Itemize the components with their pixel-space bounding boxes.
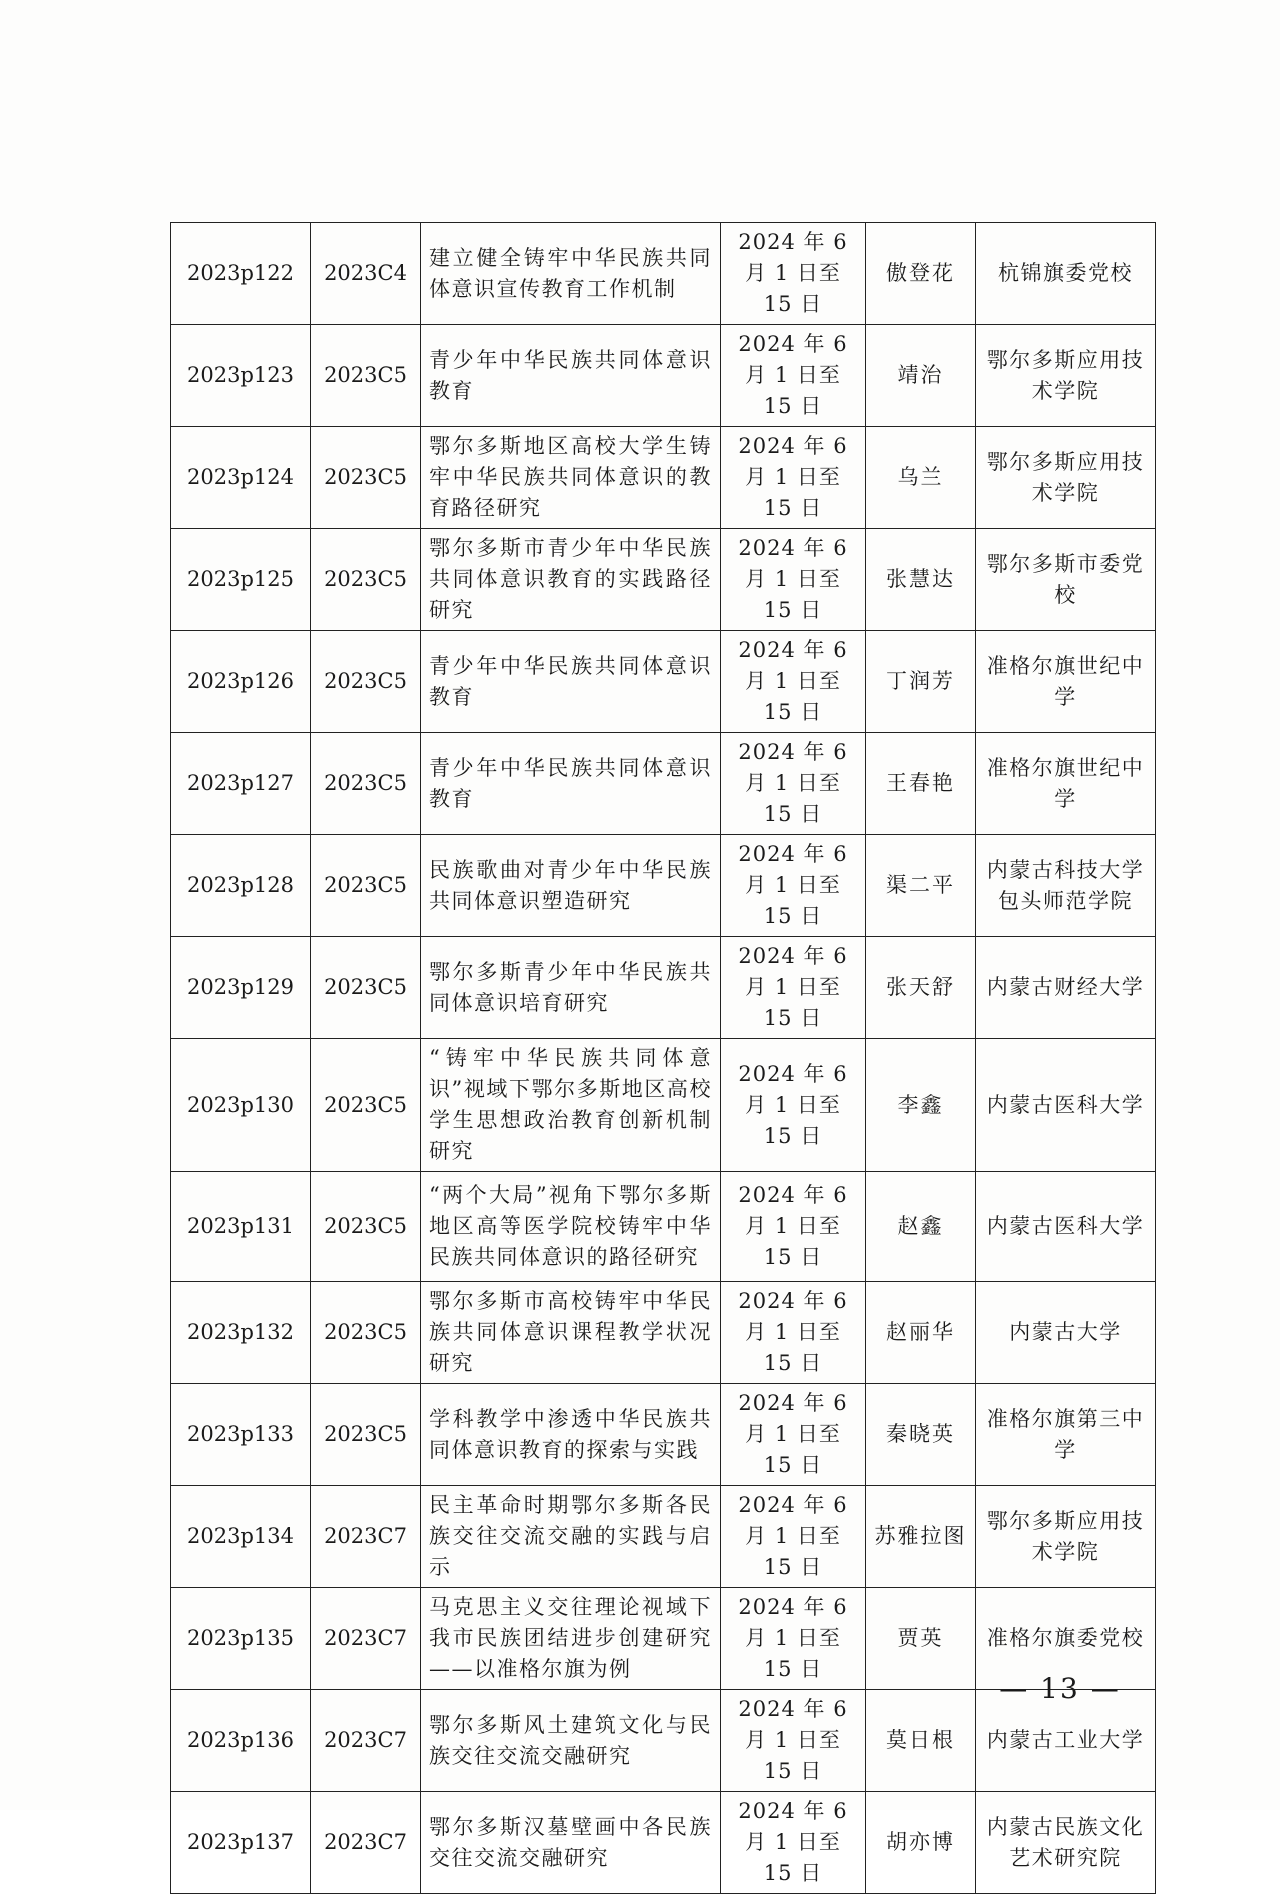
organization-cell: 内蒙古民族文化艺术研究院: [976, 1792, 1156, 1894]
person-name-cell: 丁润芳: [866, 631, 976, 733]
person-name-cell: 张天舒: [866, 937, 976, 1039]
person-name-cell: 赵丽华: [866, 1282, 976, 1384]
project-title-cell: 马克思主义交往理论视域下我市民族团结进步创建研究——以准格尔旗为例: [421, 1588, 721, 1690]
project-title-cell: 学科教学中渗透中华民族共同体意识教育的探索与实践: [421, 1384, 721, 1486]
table-row: [171, 1172, 1156, 1282]
schedule-cell: 2024 年 6 月 1 日至 15 日: [721, 1792, 866, 1894]
project-title-cell: 鄂尔多斯地区高校大学生铸牢中华民族共同体意识的教育路径研究: [421, 427, 721, 529]
table-row: [171, 1282, 1156, 1384]
person-name-cell: 莫日根: [866, 1690, 976, 1792]
organization-cell: 内蒙古医科大学: [976, 1172, 1156, 1282]
table-row: [171, 529, 1156, 631]
organization-cell: 杭锦旗委党校: [976, 223, 1156, 325]
schedule-cell: 2024 年 6 月 1 日至 15 日: [721, 1486, 866, 1588]
organization-cell: 准格尔旗世纪中学: [976, 631, 1156, 733]
schedule-cell: 2024 年 6 月 1 日至 15 日: [721, 835, 866, 937]
category-code-cell: 2023C5: [311, 733, 421, 835]
schedule-cell: 2024 年 6 月 1 日至 15 日: [721, 427, 866, 529]
project-id-cell: 2023p122: [171, 223, 311, 325]
schedule-cell: 2024 年 6 月 1 日至 15 日: [721, 1588, 866, 1690]
organization-cell: 内蒙古工业大学: [976, 1690, 1156, 1792]
project-title-cell: 鄂尔多斯汉墓壁画中各民族交往交流交融研究: [421, 1792, 721, 1894]
organization-cell: 鄂尔多斯应用技术学院: [976, 1486, 1156, 1588]
category-code-cell: 2023C5: [311, 325, 421, 427]
category-code-cell: 2023C7: [311, 1690, 421, 1792]
project-id-cell: 2023p134: [171, 1486, 311, 1588]
project-title-cell: 鄂尔多斯市高校铸牢中华民族共同体意识课程教学状况研究: [421, 1282, 721, 1384]
category-code-cell: 2023C5: [311, 1172, 421, 1282]
project-id-cell: 2023p131: [171, 1172, 311, 1282]
organization-cell: 内蒙古大学: [976, 1282, 1156, 1384]
organization-cell: 鄂尔多斯应用技术学院: [976, 427, 1156, 529]
person-name-cell: 赵鑫: [866, 1172, 976, 1282]
project-id-cell: 2023p125: [171, 529, 311, 631]
table-row: [171, 733, 1156, 835]
project-title-cell: 青少年中华民族共同体意识教育: [421, 733, 721, 835]
table-row: [171, 835, 1156, 937]
person-name-cell: 乌兰: [866, 427, 976, 529]
category-code-cell: 2023C5: [311, 1282, 421, 1384]
page-number: — 13 —: [999, 1672, 1121, 1705]
schedule-cell: 2024 年 6 月 1 日至 15 日: [721, 1282, 866, 1384]
table-row: [171, 631, 1156, 733]
organization-cell: 准格尔旗第三中学: [976, 1384, 1156, 1486]
category-code-cell: 2023C7: [311, 1486, 421, 1588]
project-table-body: [171, 223, 1156, 1894]
schedule-cell: 2024 年 6 月 1 日至 15 日: [721, 1384, 866, 1486]
category-code-cell: 2023C5: [311, 835, 421, 937]
project-id-cell: 2023p130: [171, 1039, 311, 1172]
project-id-cell: 2023p137: [171, 1792, 311, 1894]
schedule-cell: 2024 年 6 月 1 日至 15 日: [721, 1690, 866, 1792]
person-name-cell: 张慧达: [866, 529, 976, 631]
organization-cell: 内蒙古科技大学包头师范学院: [976, 835, 1156, 937]
schedule-cell: 2024 年 6 月 1 日至 15 日: [721, 325, 866, 427]
person-name-cell: 王春艳: [866, 733, 976, 835]
category-code-cell: 2023C5: [311, 1384, 421, 1486]
organization-cell: 准格尔旗委党校: [976, 1588, 1156, 1690]
table-row: [171, 325, 1156, 427]
table-row: [171, 1486, 1156, 1588]
person-name-cell: 李鑫: [866, 1039, 976, 1172]
project-id-cell: 2023p128: [171, 835, 311, 937]
project-title-cell: 鄂尔多斯风土建筑文化与民族交往交流交融研究: [421, 1690, 721, 1792]
person-name-cell: 渠二平: [866, 835, 976, 937]
organization-cell: 内蒙古财经大学: [976, 937, 1156, 1039]
table-row: [171, 1384, 1156, 1486]
project-id-cell: 2023p123: [171, 325, 311, 427]
project-id-cell: 2023p132: [171, 1282, 311, 1384]
person-name-cell: 胡亦博: [866, 1792, 976, 1894]
project-id-cell: 2023p129: [171, 937, 311, 1039]
schedule-cell: 2024 年 6 月 1 日至 15 日: [721, 1172, 866, 1282]
table-row: [171, 223, 1156, 325]
person-name-cell: 贾英: [866, 1588, 976, 1690]
category-code-cell: 2023C7: [311, 1588, 421, 1690]
schedule-cell: 2024 年 6 月 1 日至 15 日: [721, 631, 866, 733]
organization-cell: 内蒙古医科大学: [976, 1039, 1156, 1172]
category-code-cell: 2023C5: [311, 427, 421, 529]
category-code-cell: 2023C5: [311, 937, 421, 1039]
project-id-cell: 2023p127: [171, 733, 311, 835]
category-code-cell: 2023C5: [311, 1039, 421, 1172]
schedule-cell: 2024 年 6 月 1 日至 15 日: [721, 529, 866, 631]
category-code-cell: 2023C7: [311, 1792, 421, 1894]
project-id-cell: 2023p133: [171, 1384, 311, 1486]
category-code-cell: 2023C4: [311, 223, 421, 325]
table-row: [171, 1039, 1156, 1172]
project-id-cell: 2023p124: [171, 427, 311, 529]
project-title-cell: “两个大局”视角下鄂尔多斯地区高等医学院校铸牢中华民族共同体意识的路径研究: [421, 1172, 721, 1282]
schedule-cell: 2024 年 6 月 1 日至 15 日: [721, 733, 866, 835]
person-name-cell: 秦晓英: [866, 1384, 976, 1486]
project-title-cell: 青少年中华民族共同体意识教育: [421, 631, 721, 733]
table-row: [171, 427, 1156, 529]
person-name-cell: 靖治: [866, 325, 976, 427]
project-title-cell: 鄂尔多斯市青少年中华民族共同体意识教育的实践路径研究: [421, 529, 721, 631]
project-title-cell: 鄂尔多斯青少年中华民族共同体意识培育研究: [421, 937, 721, 1039]
schedule-cell: 2024 年 6 月 1 日至 15 日: [721, 937, 866, 1039]
table-row: [171, 937, 1156, 1039]
project-title-cell: 青少年中华民族共同体意识教育: [421, 325, 721, 427]
schedule-cell: 2024 年 6 月 1 日至 15 日: [721, 1039, 866, 1172]
table-row: [171, 1792, 1156, 1894]
project-title-cell: 民主革命时期鄂尔多斯各民族交往交流交融的实践与启示: [421, 1486, 721, 1588]
project-id-cell: 2023p136: [171, 1690, 311, 1792]
person-name-cell: 傲登花: [866, 223, 976, 325]
category-code-cell: 2023C5: [311, 529, 421, 631]
project-id-cell: 2023p135: [171, 1588, 311, 1690]
organization-cell: 准格尔旗世纪中学: [976, 733, 1156, 835]
category-code-cell: 2023C5: [311, 631, 421, 733]
project-title-cell: “铸牢中华民族共同体意识”视域下鄂尔多斯地区高校学生思想政治教育创新机制研究: [421, 1039, 721, 1172]
organization-cell: 鄂尔多斯应用技术学院: [976, 325, 1156, 427]
organization-cell: 鄂尔多斯市委党校: [976, 529, 1156, 631]
project-title-cell: 建立健全铸牢中华民族共同体意识宣传教育工作机制: [421, 223, 721, 325]
schedule-cell: 2024 年 6 月 1 日至 15 日: [721, 223, 866, 325]
project-title-cell: 民族歌曲对青少年中华民族共同体意识塑造研究: [421, 835, 721, 937]
person-name-cell: 苏雅拉图: [866, 1486, 976, 1588]
project-id-cell: 2023p126: [171, 631, 311, 733]
project-table: [170, 222, 1156, 1894]
